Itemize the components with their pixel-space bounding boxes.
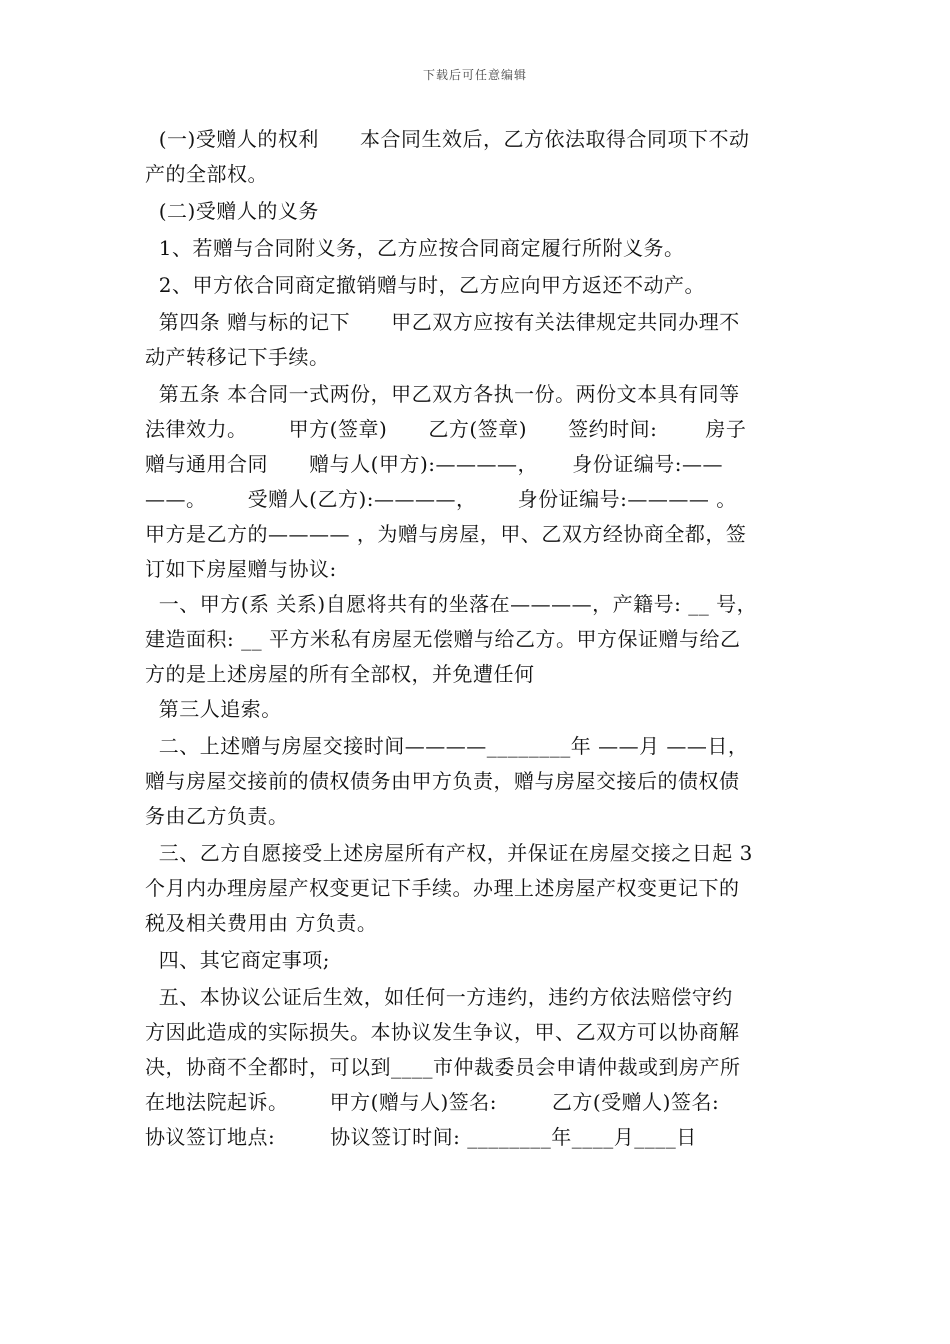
text-line: 税及相关费用由 方负责。	[145, 911, 378, 935]
text-line: 二、上述赠与房屋交接时间————________年 ——月 ——日，	[145, 734, 749, 758]
text-line: 决，协商不全都时，可以到____市仲裁委员会申请仲裁或到房产所	[145, 1055, 741, 1079]
text-line: 产的全部权。	[145, 162, 268, 186]
text-line: 个月内办理房屋产权变更记下手续。办理上述房屋产权变更记下的	[145, 876, 740, 900]
text-line: 订如下房屋赠与协议:	[145, 557, 337, 581]
text-line: ——。 受赠人(乙方):————， 身份证编号:———— 。	[145, 487, 737, 511]
text-line: 第四条 赠与标的记下 甲乙双方应按有关法律规定共同办理不	[145, 310, 740, 334]
text-line: 一、甲方(系 关系)自愿将共有的坐落在————，产籍号: __ 号，	[145, 592, 758, 616]
document-body	[145, 122, 815, 1155]
text-line: (二)受赠人的义务	[145, 199, 319, 223]
text-line: 三、乙方自愿接受上述房屋所有产权，并保证在房屋交接之日起 3	[145, 841, 753, 865]
text-line: 第三人追索。	[145, 697, 282, 721]
text-line: 赠与通用合同 赠与人(甲方):————， 身份证编号:——	[145, 452, 724, 476]
page-header: 下载后可任意编辑	[422, 68, 527, 82]
text-line: 赠与房屋交接前的债权债务由甲方负责，赠与房屋交接后的债权债	[145, 769, 740, 793]
text-line: 1、若赠与合同附义务，乙方应按合同商定履行所附义务。	[145, 236, 685, 260]
text-line: 方因此造成的实际损失。本协议发生争议，甲、乙双方可以协商解	[145, 1020, 740, 1044]
text-line: 建造面积: __ 平方米私有房屋无偿赠与给乙方。甲方保证赠与给乙	[145, 627, 741, 651]
text-line: (一)受赠人的权利 本合同生效后，乙方依法取得合同项下不动	[145, 127, 750, 151]
text-line: 2、甲方依合同商定撤销赠与时，乙方应向甲方返还不动产。	[145, 273, 705, 297]
text-line: 动产转移记下手续。	[145, 345, 330, 369]
text-line: 协议签订地点: 协议签订时间: ________年____月____日	[145, 1125, 697, 1149]
text-line: 五、本协议公证后生效，如任何一方违约，违约方依法赔偿守约	[145, 985, 733, 1009]
text-line: 在地法院起诉。 甲方(赠与人)签名: 乙方(受赠人)签名:	[145, 1090, 720, 1114]
text-line: 甲方是乙方的———— ，为赠与房屋，甲、乙双方经协商全都，签	[145, 522, 747, 546]
text-line: 第五条 本合同一式两份，甲乙双方各执一份。两份文本具有同等	[145, 382, 740, 406]
text-line: 务由乙方负责。	[145, 804, 289, 828]
text-line: 方的是上述房屋的所有全部权，并免遭任何	[145, 662, 535, 686]
text-line: 四、其它商定事项;	[145, 948, 330, 972]
text-line: 法律效力。 甲方(签章) 乙方(签章) 签约时间: 房子	[145, 417, 747, 441]
